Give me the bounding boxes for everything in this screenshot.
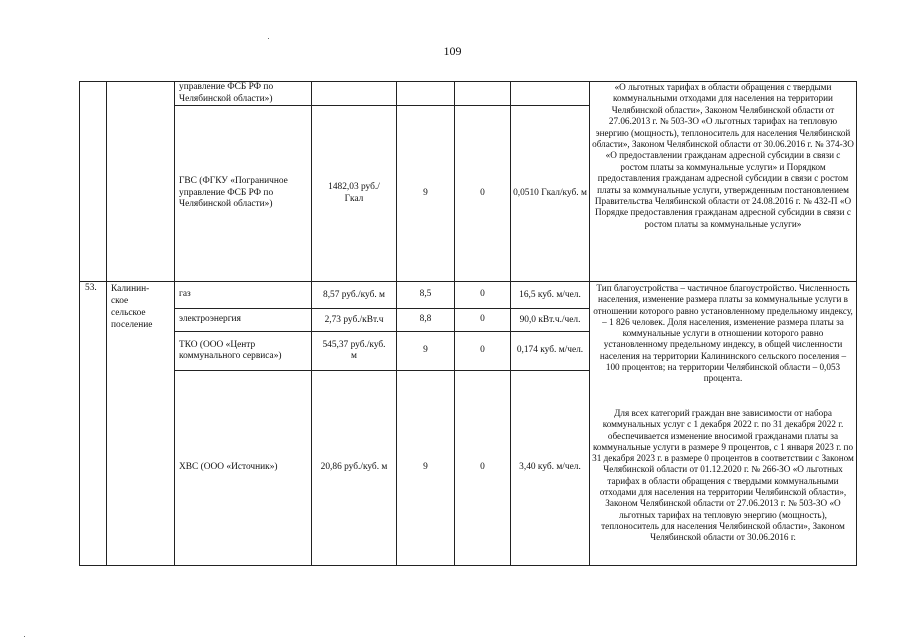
volume-cell [511, 332, 589, 370]
index-cell [397, 106, 454, 281]
tariff-cell [319, 309, 389, 331]
volume-cell [511, 371, 589, 565]
tariff-text: 545,37 руб./куб. м [322, 339, 386, 361]
service-cell [179, 371, 309, 565]
table-border-bottom [79, 565, 857, 566]
tariff-text: 1482,03 руб./Гкал [328, 182, 380, 204]
col-divider [589, 81, 590, 566]
index-text: 8,5 [419, 289, 432, 300]
index-text: 9 [423, 345, 428, 356]
service-cell [179, 106, 309, 281]
index-text: 9 [423, 187, 428, 198]
tariff-cell [319, 371, 389, 565]
tariff-text: 8,57 руб./куб. м [323, 289, 385, 300]
volume-cell [511, 106, 589, 281]
service-cell [179, 332, 309, 370]
volume-text: 0,0510 Гкал/куб. м [513, 187, 587, 198]
scan-speck [24, 636, 25, 637]
tariff-cell [319, 282, 389, 308]
col-divider [856, 81, 857, 566]
service-cell [179, 309, 309, 331]
legal-note: Для всех категорий граждан вне зависимости от набора коммунальных услуг с 1 декабря 2022 г. по 31 декабря 2022 г. обеспечивается изменение вносимой гражданами платы за коммунальные услуги в размере 9 процентов, с 1 января 2023 г. по 31 декабря 2023 г. в размере 0 процентов в соответствии с Законом Челябинской области от 01.12.2020 г. № 266-ЗО «О льготных тарифах в области обращения с твердыми коммунальными отходами для населения на территории Челябинской области», Законом Челябинской области от 27.06.2013 г. № 503-ЗО «О льготных тарифах на тепловую энергию (мощность), теплоноситель для населения Челябинской области», Законом Челябинской области от 30.06.2016 г. [592, 408, 854, 543]
volume-text: 3,40 куб. м/чел. [519, 462, 581, 473]
page-number: 109 [443, 44, 462, 58]
zero-text: 0 [480, 345, 485, 356]
zero-cell [455, 309, 510, 331]
index-cell [397, 309, 454, 331]
volume-text: 16,5 куб. м/чел. [519, 289, 581, 300]
tariff-text: 20,86 руб./куб. м [320, 462, 388, 473]
service-text: ГВС (ФГКУ «Пограничное управление ФСБ РФ по Челябинской области») [179, 176, 288, 210]
volume-text: 90,0 кВт.ч./чел. [519, 314, 581, 325]
row-number: 53. [85, 283, 97, 293]
col-divider [79, 81, 80, 566]
index-text: 8,8 [419, 314, 432, 325]
service-text: ХВС (ООО «Источник») [179, 462, 278, 473]
zero-cell [455, 332, 510, 370]
service-cell [179, 282, 309, 308]
tariff-cell [321, 106, 387, 281]
col-divider [174, 81, 175, 566]
index-text: 9 [423, 462, 428, 473]
legal-note: Тип благоустройства – частичное благоустройство. Численность населения, изменение размера платы за коммунальные услуги в отношении которого равно установленному предельному индексу, – 1 826 человек. Доля населения, изменение размера платы за коммунальные услуги в отношении которого равно установленному предельному индексу, в общей численности населения на территории Калининского сельского поселения – 100 процентов; на территории Челябинской области – 0,053 процента. [593, 283, 853, 384]
service-text: ТКО (ООО «Центр коммунального сервиса») [179, 339, 282, 361]
index-cell [397, 282, 454, 308]
zero-text: 0 [480, 314, 485, 325]
legal-note: «О льготных тарифах в области обращения с твердыми коммунальными отходами для населения на территории Челябинской области», Законом Челябинской области от 27.06.2013 г. № 503-ЗО «О льготных тарифах на тепловую энергию (мощность), теплоноситель для населения Челябинской области», Законом Челябинской области от 30.06.2016 г. № 374-ЗО «О предоставлении гражданам адресной субсидии в связи с ростом платы за коммунальные услуги» и Порядком предоставления гражданам адресной субсидии в связи с ростом платы за коммунальные услуги, утвержденным постановлением Правительства Челябинской области от 24.08.2016 г. № 432-П «О Порядке предоставления гражданам адресной субсидии в связи с ростом платы за коммунальные услуги» [592, 82, 854, 229]
tariff-table [79, 81, 857, 566]
col-divider [106, 81, 107, 566]
zero-text: 0 [480, 462, 485, 473]
service-cell: управление ФСБ РФ по Челябинской области») [179, 82, 274, 104]
index-cell [397, 332, 454, 370]
index-cell [397, 371, 454, 565]
scan-speck [268, 38, 269, 39]
tariff-cell [319, 332, 389, 370]
settlement-name: Калинин-ское сельское поселение [111, 284, 153, 330]
zero-text: 0 [480, 289, 485, 300]
volume-cell [511, 309, 589, 331]
zero-cell [455, 282, 510, 308]
zero-cell [455, 371, 510, 565]
volume-cell [511, 282, 589, 308]
service-text: электроэнергия [179, 314, 241, 325]
tariff-text: 2,73 руб./кВт.ч [324, 314, 384, 325]
service-text: газ [179, 289, 191, 300]
zero-cell [455, 106, 510, 281]
volume-text: 0,174 куб. м/чел. [516, 345, 584, 356]
col-divider [311, 81, 312, 566]
zero-text: 0 [480, 187, 485, 198]
